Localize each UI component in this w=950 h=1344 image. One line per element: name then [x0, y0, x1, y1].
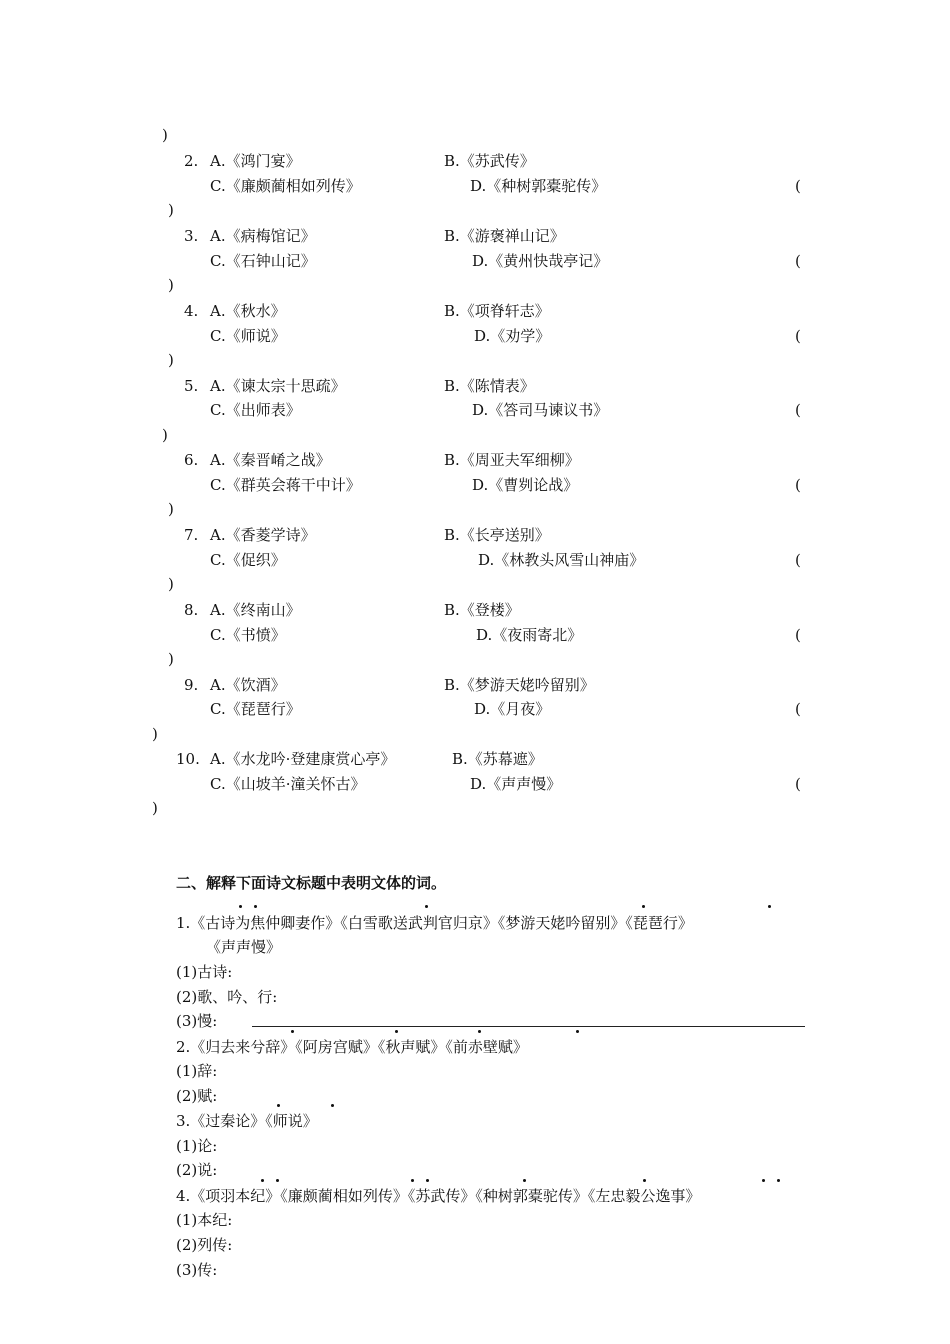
paren-close: )	[168, 575, 174, 593]
paren-open: (	[795, 626, 801, 644]
paren-close: )	[162, 126, 168, 144]
emphasis-dot	[642, 905, 645, 908]
emphasis-dot	[478, 1030, 481, 1033]
option-c: C.《出师表》	[210, 401, 301, 419]
option-c: C.《石钟山记》	[210, 252, 316, 270]
answer-line	[252, 1026, 805, 1027]
emphasis-dot	[239, 905, 242, 908]
option-a: A.《终南山》	[210, 601, 301, 619]
paren-close: )	[152, 725, 158, 743]
paren-open: (	[795, 551, 801, 569]
emphasis-dot	[768, 905, 771, 908]
option-d: D.《种树郭橐驼传》	[470, 177, 607, 195]
option-c: C.《师说》	[210, 327, 286, 345]
question-number: 10.	[176, 750, 200, 768]
answer-label: (1)古诗:	[176, 963, 233, 981]
answer-label: (2)列传:	[176, 1236, 233, 1254]
paren-close: )	[168, 351, 174, 369]
option-a: A.《饮酒》	[210, 676, 286, 694]
paren-close: )	[168, 500, 174, 518]
question-number: 3.	[184, 227, 199, 245]
emphasis-dot	[395, 1030, 398, 1033]
emphasis-dot	[331, 1104, 334, 1107]
option-d: D.《曹刿论战》	[472, 476, 579, 494]
option-b: B.《梦游天姥吟留别》	[444, 676, 595, 694]
titles-line: 2.《归去来兮辞》《阿房宫赋》《秋声赋》《前赤壁赋》	[176, 1038, 528, 1056]
option-a: A.《秦晋崤之战》	[210, 451, 331, 469]
option-a: A.《鸿门宴》	[210, 152, 301, 170]
emphasis-dot	[426, 1179, 429, 1182]
emphasis-dot	[777, 1179, 780, 1182]
answer-label: (2)说:	[176, 1161, 218, 1179]
option-c: C.《促织》	[210, 551, 286, 569]
option-c: C.《山坡羊·潼关怀古》	[210, 775, 366, 793]
option-d: D.《林教头风雪山神庙》	[478, 551, 645, 569]
option-a: A.《秋水》	[210, 302, 286, 320]
paren-open: (	[795, 700, 801, 718]
option-b: B.《登楼》	[444, 601, 520, 619]
emphasis-dot	[277, 1104, 280, 1107]
titles-line: 3.《过秦论》《师说》	[176, 1112, 318, 1130]
option-b: B.《周亚夫军细柳》	[444, 451, 580, 469]
question-number: 7.	[184, 526, 199, 544]
paren-close: )	[168, 276, 174, 294]
question-number: 9.	[184, 676, 199, 694]
answer-label: (3)慢:	[176, 1012, 218, 1030]
question-number: 5.	[184, 377, 199, 395]
titles-line: 4.《项羽本纪》《廉颇蔺相如列传》《苏武传》《种树郭橐驼传》《左忠毅公逸事》	[176, 1187, 701, 1205]
option-b: B.《游褒禅山记》	[444, 227, 565, 245]
question-number: 8.	[184, 601, 199, 619]
emphasis-dot	[291, 1030, 294, 1033]
paren-close: )	[162, 426, 168, 444]
option-a: A.《香菱学诗》	[210, 526, 316, 544]
paren-open: (	[795, 401, 801, 419]
emphasis-dot	[425, 905, 428, 908]
option-c: C.《书愤》	[210, 626, 286, 644]
emphasis-dot	[762, 1179, 765, 1182]
option-d: D.《月夜》	[474, 700, 551, 718]
titles-line: 1.《古诗为焦仲卿妻作》《白雪歌送武判官归京》《梦游天姥吟留别》《琵琶行》	[176, 914, 693, 932]
emphasis-dot	[523, 1179, 526, 1182]
paren-close: )	[168, 201, 174, 219]
question-number: 4.	[184, 302, 199, 320]
option-a: A.《水龙吟·登建康赏心亭》	[210, 750, 396, 768]
section-heading: 二、解释下面诗文标题中表明文体的词。	[176, 874, 447, 892]
question-number: 6.	[184, 451, 199, 469]
paren-open: (	[795, 252, 801, 270]
emphasis-dot	[643, 1179, 646, 1182]
emphasis-dot	[411, 1179, 414, 1182]
option-b: B.《苏幕遮》	[452, 750, 543, 768]
answer-label: (1)论:	[176, 1137, 218, 1155]
answer-label: (2)赋:	[176, 1087, 218, 1105]
option-d: D.《声声慢》	[470, 775, 562, 793]
option-c: C.《廉颇蔺相如列传》	[210, 177, 361, 195]
option-c: C.《琵琶行》	[210, 700, 301, 718]
paren-open: (	[795, 327, 801, 345]
option-b: B.《长亭送别》	[444, 526, 550, 544]
titles-line: 《声声慢》	[206, 938, 282, 956]
option-a: A.《病梅馆记》	[210, 227, 316, 245]
paren-open: (	[795, 775, 801, 793]
option-d: D.《夜雨寄北》	[476, 626, 583, 644]
answer-label: (1)本纪:	[176, 1211, 233, 1229]
emphasis-dot	[254, 905, 257, 908]
option-b: B.《苏武传》	[444, 152, 535, 170]
emphasis-dot	[276, 1179, 279, 1182]
paren-close: )	[168, 650, 174, 668]
emphasis-dot	[576, 1030, 579, 1033]
option-c: C.《群英会蒋干中计》	[210, 476, 361, 494]
option-b: B.《项脊轩志》	[444, 302, 550, 320]
question-number: 2.	[184, 152, 199, 170]
paren-open: (	[795, 177, 801, 195]
emphasis-dot	[261, 1179, 264, 1182]
option-a: A.《谏太宗十思疏》	[210, 377, 346, 395]
answer-label: (1)辞:	[176, 1062, 218, 1080]
option-d: D.《黄州快哉亭记》	[472, 252, 609, 270]
option-d: D.《答司马谏议书》	[472, 401, 609, 419]
option-d: D.《劝学》	[474, 327, 551, 345]
answer-label: (3)传:	[176, 1261, 218, 1279]
paren-close: )	[152, 799, 158, 817]
answer-label: (2)歌、吟、行:	[176, 988, 278, 1006]
option-b: B.《陈情表》	[444, 377, 535, 395]
paren-open: (	[795, 476, 801, 494]
